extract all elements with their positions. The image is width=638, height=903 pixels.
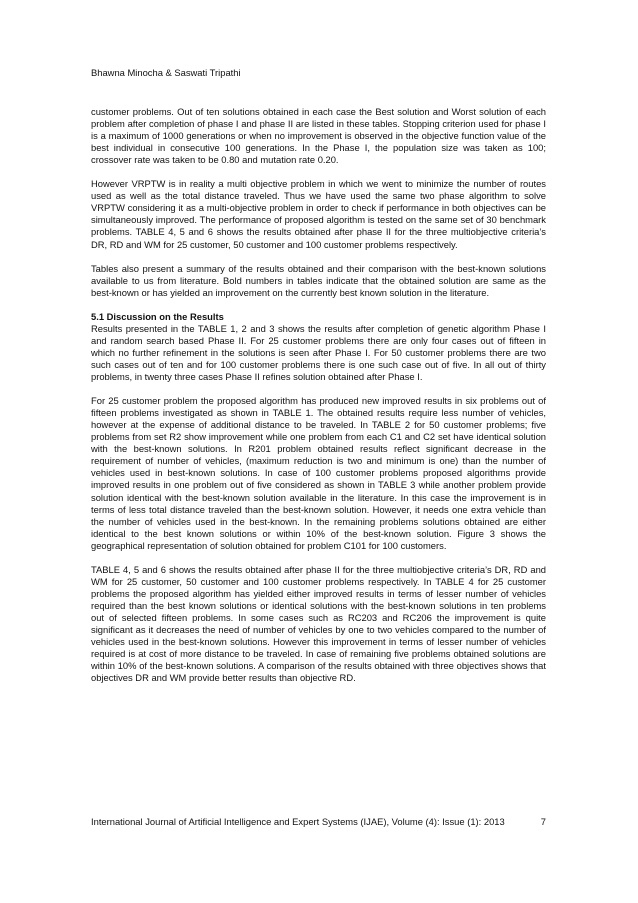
paragraph-multi-objective: However VRPTW is in reality a multi objective problem in which we went to minimize the number of routes used as well as the total distance traveled. Thus we have used the same two phase algorithm to solve VRPTW considering it as a multi-objective problem in order to check if performance in both objectives can be simultaneously improved. The performance of proposed algorithm is tested on the same set of 30 benchmark problems. TABLE 4, 5 and 6 shows the results obtained after phase II for the three multiobjective criteria’s DR, RD and WM for 25 customer, 50 customer and 100 customer problems respectively. [91, 178, 546, 250]
paragraph-multiobjective-results: TABLE 4, 5 and 6 shows the results obtained after phase II for the three multiobjective criteria’s DR, RD and WM for 25 customer, 50 customer and 100 customer problems respectively. In TABLE 4 for 25 customer problems the proposed algorithm has yielded either improved results in terms of lesser number of vehicles required than the best known solutions or identical solutions with the best-known solutions in ten problems out of selected fifteen problems. In some cases such as RC203 and RC206 the improvement is quite significant as it decreases the need of number of vehicles by one to two vehicles compared to the number of vehicles used in the best-known solutions. However this improvement in terms of lesser number of vehicles required is at cost of more distance to be traveled. In case of remaining five problems obtained solutions are within 10% of the best-known solutions. A comparison of the results obtained with three objectives shows that objectives DR and WM provide better results than objective RD. [91, 563, 546, 684]
paragraph-phase-comparison: Results presented in the TABLE 1, 2 and 3 shows the results after completion of genetic algorithm Phase I and random search based Phase II. For 25 customer problems there are only four cases out of fifteen in which no further refinement in the solutions is seen after Phase I. For 50 customer problems there are two such cases out of ten and for 100 customer problems there is one such case out of five. In all out of thirty problems, in twenty three cases Phase II refines solution obtained after Phase I. [91, 322, 546, 383]
paragraph-25-customer: For 25 customer problem the proposed algorithm has produced new improved results in six problems out of fifteen problems investigated as shown in TABLE 1. The obtained results require less number of vehicles, however at the expense of additional distance to be traveled. In TABLE 2 for 50 customer problems; five problems from set R2 show improvement while one problem from each C1 and C2 set have identical solution with the best-known solutions. In R201 problem obtained results reflect significant decrease in the requirement of number of vehicles, (maximum reduction is two and minimum is one) than the number of vehicles used in best-known solutions. In case of 100 customer problems proposed algorithms provide improved results in one problem out of five considered as shown in TABLE 3 while another problem provide solution identical with the best-known solution available in the literature. In this case the improvement is in terms of less total distance traveled than the best-known solution. However, it needs one extra vehicle than the number of vehicles used in the best-known. In the remaining problems solutions obtained are either identical to the best known solutions or within 10% of the best-known solution. Figure 3 shows the geographical representation of solution obtained for problem C101 for 100 customers. [91, 395, 546, 551]
page-footer [91, 816, 546, 828]
section-heading-discussion: 5.1 Discussion on the Results [91, 310, 224, 322]
main-body [91, 106, 546, 684]
page-number: 7 [540, 816, 546, 827]
paragraph-tables-summary: Tables also present a summary of the results obtained and their comparison with the best-known solutions available to us from literature. Bold numbers in tables indicate that the obtained solution are same as the best-known or has yielded an improvement on the currently best known solution in the literature. [91, 262, 546, 298]
running-head-authors: Bhawna Minocha & Saswati Tripathi [91, 67, 241, 78]
footer-journal-citation: International Journal of Artificial Intelligence and Expert Systems (IJAE), Volume (4): Issue (1): 2013 [91, 816, 505, 827]
paragraph-results-phases: customer problems. Out of ten solutions obtained in each case the Best solution and Worst solution of each problem after completion of phase I and phase II are listed in these tables. Stopping criterion used for phase I is a maximum of 1000 generations or when no improvement is observed in the objective function value of the best individual in consecutive 100 generations. In the Phase I, the population size was taken as 100; crossover rate was taken to be 0.80 and mutation rate 0.20. [91, 106, 546, 166]
